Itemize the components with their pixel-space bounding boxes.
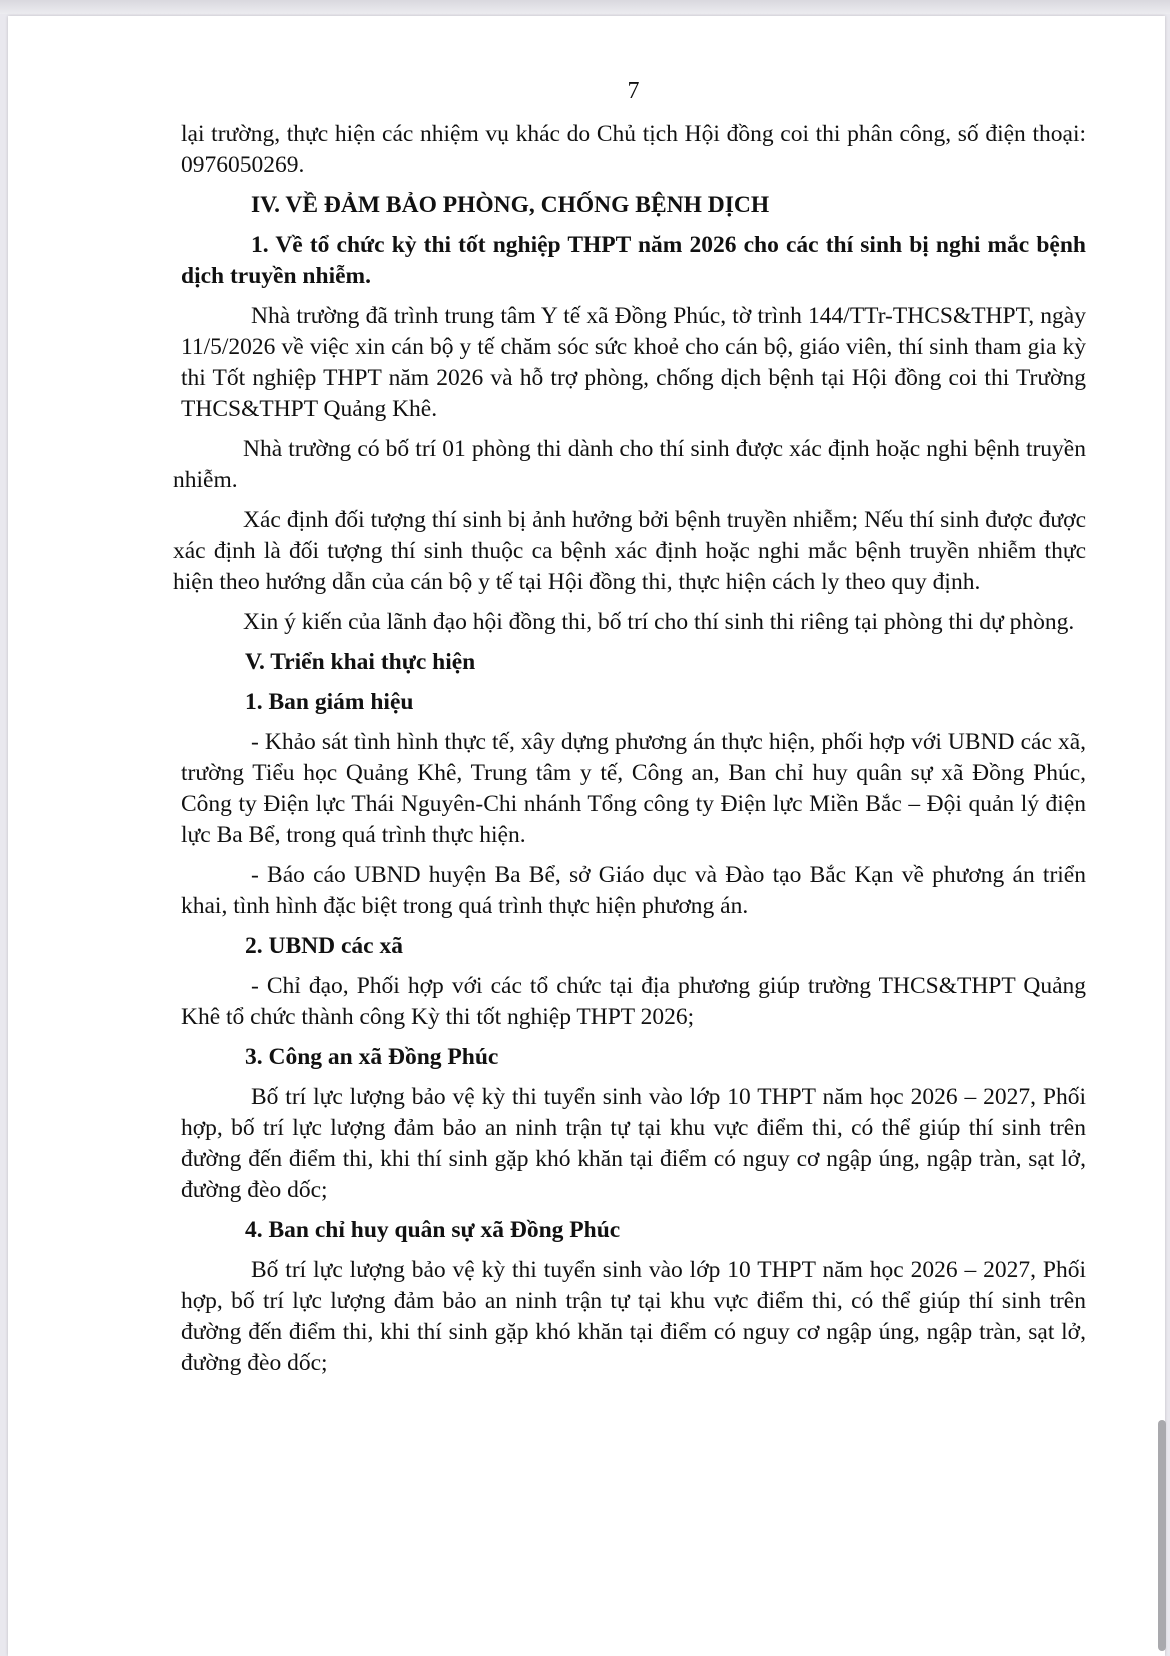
paragraph: Bố trí lực lượng bảo vệ kỳ thi tuyển sinh vào lớp 10 THPT năm học 2026 – 2027, Phối hợp, bố trí lực lượng đảm bảo an ninh trận tự tại khu vực điểm thi, có thể giúp thí sinh trên đường đến điểm thi, khi thí sinh gặp khó khăn tại điểm có nguy cơ ngập úng, ngập tràn, sạt lở, đường đèo dốc; [181, 1257, 1086, 1376]
paragraph: Xác định đối tượng thí sinh bị ảnh hưởng bởi bệnh truyền nhiễm; Nếu thí sinh được được xác định là đối tượng thí sinh thuộc ca bệnh xác định hoặc nghi mắc bệnh truyền nhiễm thực hiện theo hướng dẫn của cán bộ y tế tại Hội đồng thi, thực hiện cách ly theo quy định. [173, 507, 1086, 595]
paragraph: Nhà trường có bố trí 01 phòng thi dành cho thí sinh được xác định hoặc nghi bệnh truyền nhiễm. [173, 436, 1086, 493]
paragraph: - Khảo sát tình hình thực tế, xây dựng phương án thực hiện, phối hợp với UBND các xã, trường Tiểu học Quảng Khê, Trung tâm y tế, Công an, Ban chỉ huy quân sự xã Đồng Phúc, Công ty Điện lực Thái Nguyên-Chi nhánh Tổng công ty Điện lực Miền Bắc – Đội quản lý điện lực Ba Bể, trong quá trình thực hiện. [181, 729, 1086, 848]
vertical-scrollbar[interactable] [1158, 1420, 1166, 1651]
viewer-top-strip [0, 0, 1170, 14]
paragraph: lại trường, thực hiện các nhiệm vụ khác do Chủ tịch Hội đồng coi thi phân công, số điện thoại: 0976050269. [181, 121, 1086, 178]
paragraph: - Chỉ đạo, Phối hợp với các tổ chức tại địa phương giúp trường THCS&THPT Quảng Khê tổ chức thành công Kỳ thi tốt nghiệp THPT 2026; [181, 973, 1086, 1030]
subsection-heading: 1. Ban giám hiệu [245, 689, 414, 715]
section-heading-iv: IV. VỀ ĐẢM BẢO PHÒNG, CHỐNG BỆNH DỊCH [251, 192, 770, 218]
paragraph: Nhà trường đã trình trung tâm Y tế xã Đồng Phúc, tờ trình 144/TTr-THCS&THPT, ngày 11/5/2026 về việc xin cán bộ y tế chăm sóc sức khoẻ cho cán bộ, giáo viên, thí sinh tham gia kỳ thi Tốt nghiệp THPT năm 2026 và hỗ trợ phòng, chống dịch bệnh tại Hội đồng coi thi Trường THCS&THPT Quảng Khê. [181, 303, 1086, 422]
document-page [8, 16, 1165, 1656]
page-content [173, 76, 1086, 1388]
page-number: 7 [627, 78, 640, 104]
paragraph: Bố trí lực lượng bảo vệ kỳ thi tuyển sinh vào lớp 10 THPT năm học 2026 – 2027, Phối hợp, bố trí lực lượng đảm bảo an ninh trận tự tại khu vực điểm thi, có thể giúp thí sinh trên đường đến điểm thi, khi thí sinh gặp khó khăn tại điểm có nguy cơ ngập úng, ngập tràn, sạt lở, đường đèo dốc; [181, 1084, 1086, 1203]
subsection-heading: 3. Công an xã Đồng Phúc [245, 1044, 499, 1070]
paragraph: - Báo cáo UBND huyện Ba Bể, sở Giáo dục và Đào tạo Bắc Kạn về phương án triển khai, tình hình đặc biệt trong quá trình thực hiện phương án. [181, 862, 1086, 919]
section-heading-v: V. Triển khai thực hiện [245, 649, 476, 675]
subsection-heading: 1. Về tổ chức kỳ thi tốt nghiệp THPT năm 2026 cho các thí sinh bị nghi mắc bệnh dịch truyền nhiễm. [181, 232, 1086, 289]
paragraph: Xin ý kiến của lãnh đạo hội đồng thi, bố trí cho thí sinh thi riêng tại phòng thi dự phòng. [243, 609, 1075, 635]
subsection-heading: 2. UBND các xã [245, 933, 403, 959]
subsection-heading: 4. Ban chỉ huy quân sự xã Đồng Phúc [245, 1217, 621, 1243]
